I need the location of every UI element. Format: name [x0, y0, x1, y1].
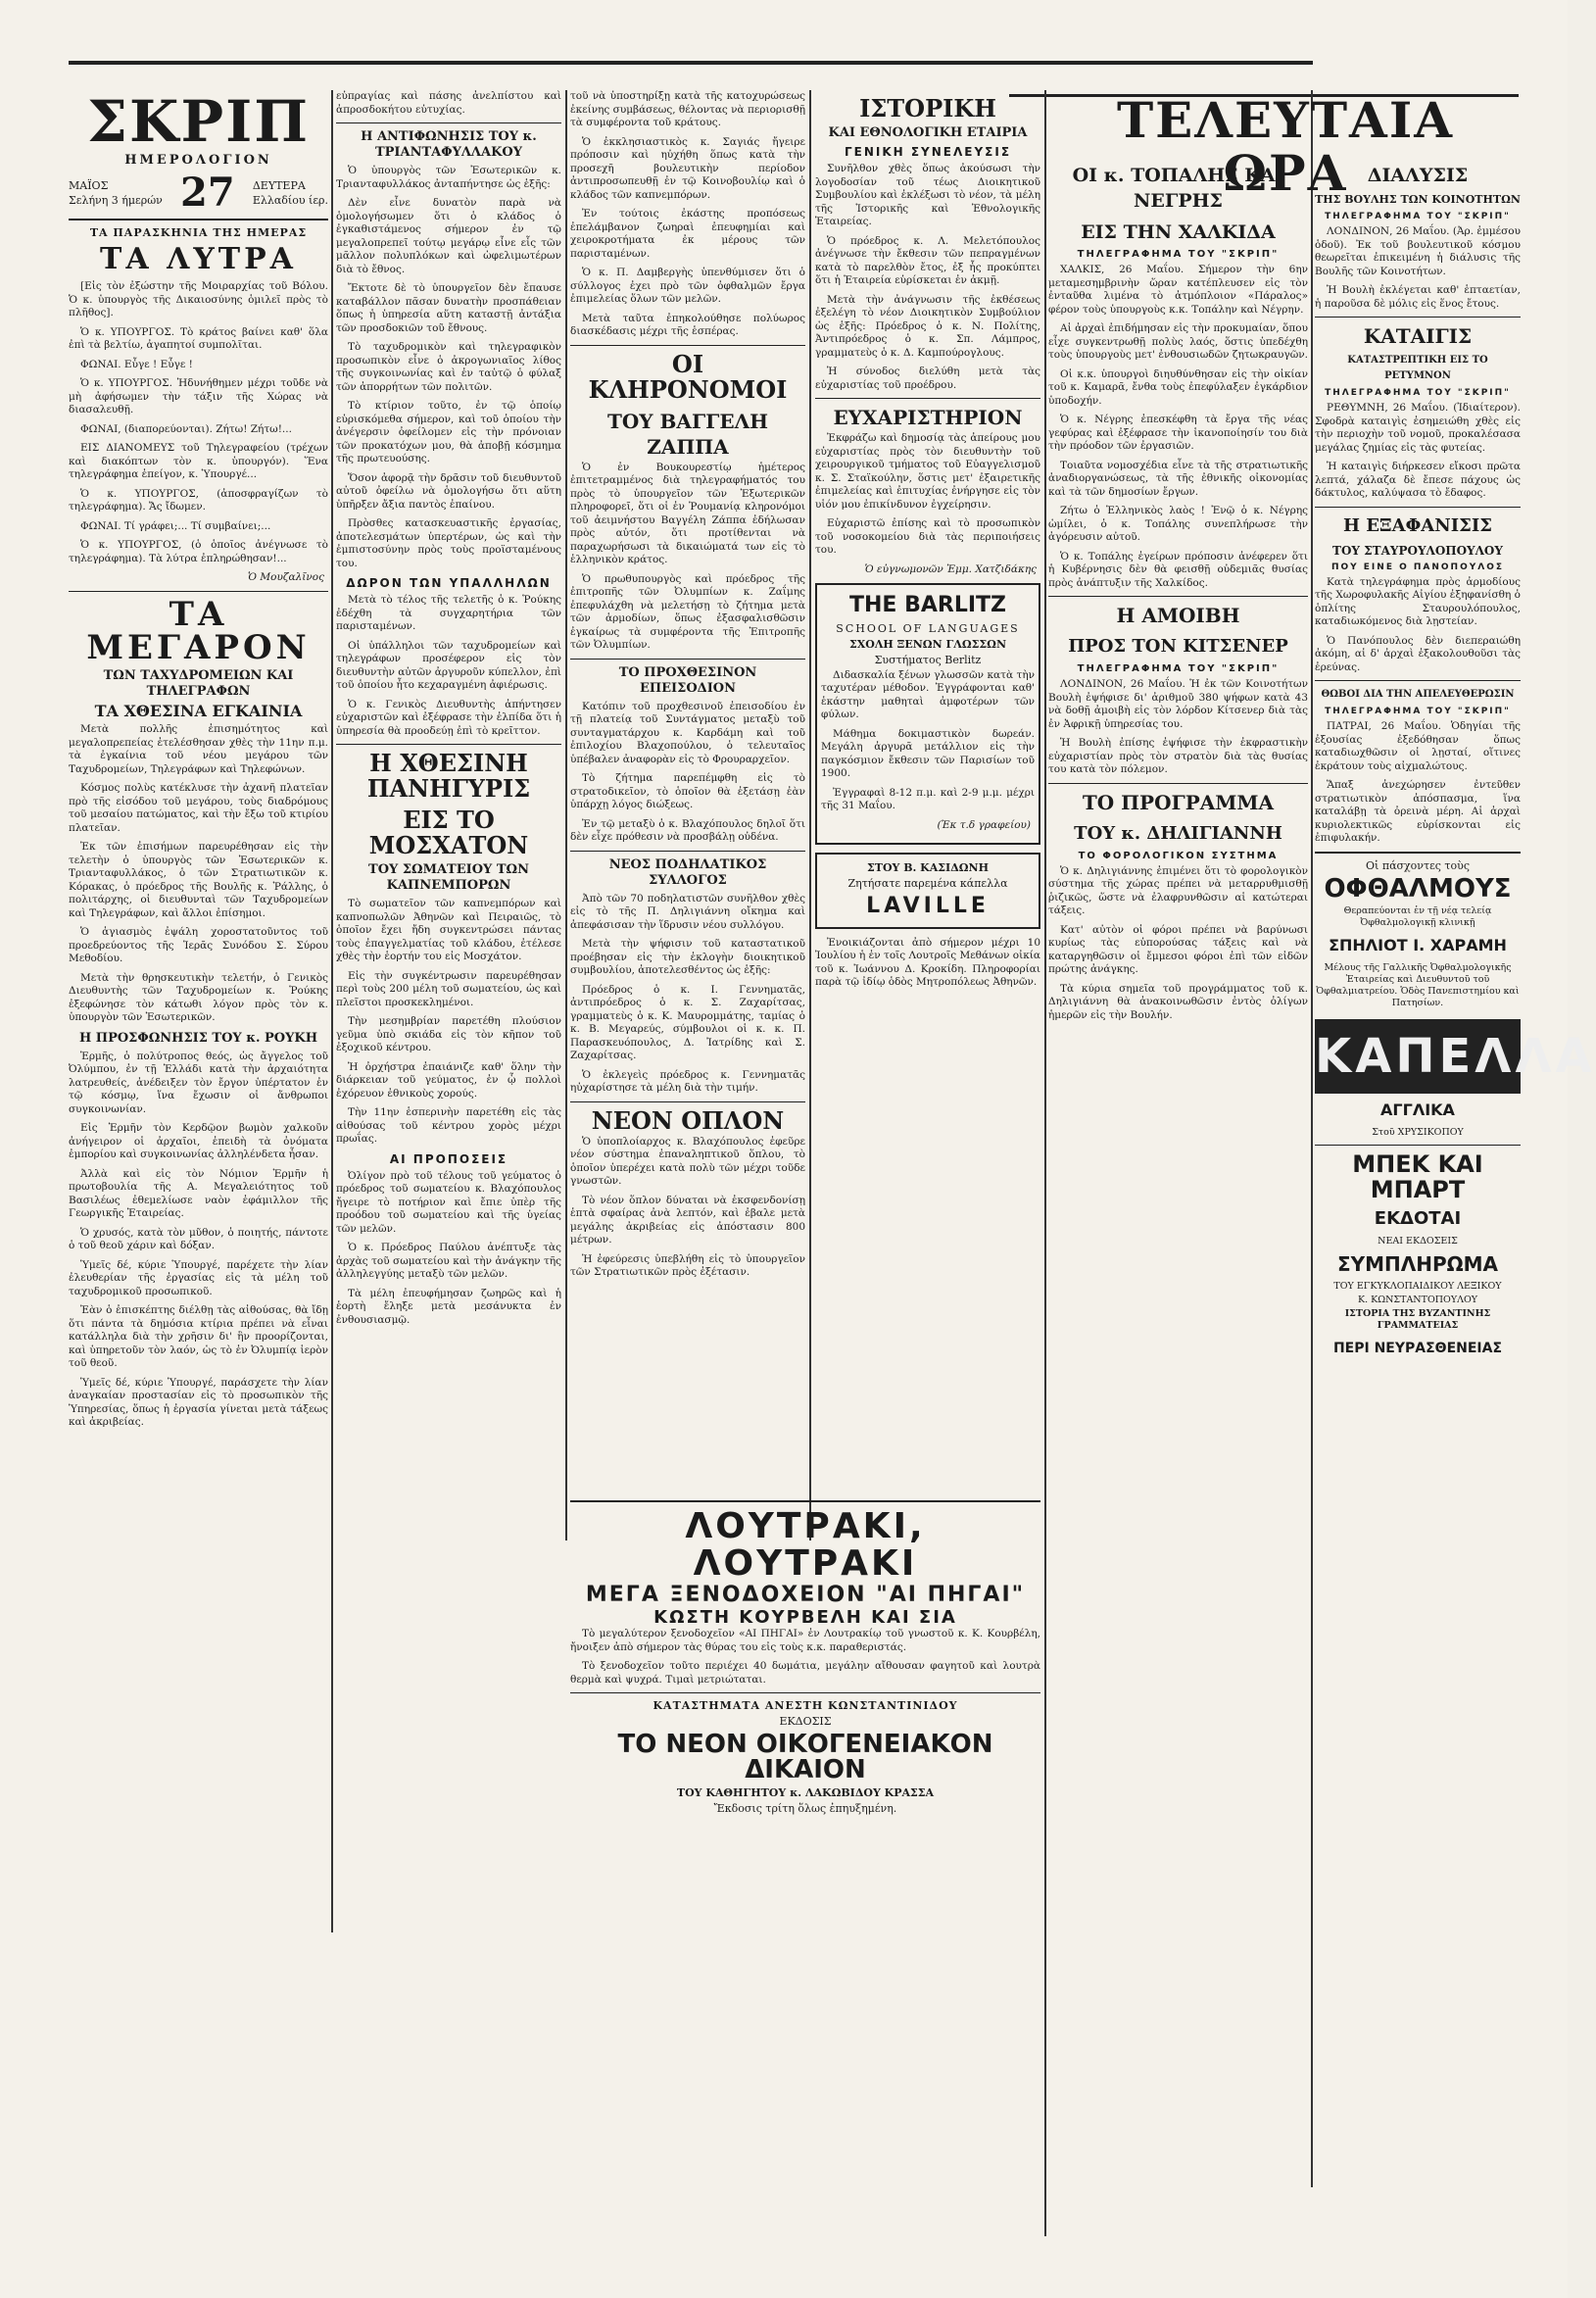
- article-heading: Η ΑΜΟΙΒΗ: [1116, 604, 1240, 627]
- ad-text: Ἐγγραφαὶ 8-12 π.μ. καὶ 2-9 μ.μ. μέχρι τῆς 31 Μαΐου.: [821, 786, 1035, 811]
- ad-subtitle: Ζητήσατε παρεμένα κάπελλα: [847, 876, 1008, 890]
- article-paragraph: Ὁ πρόεδρος κ. Λ. Μελετόπουλος ἀνέγνωσε τὴν ἔκθεσιν τῶν πεπραγμένων κατὰ τὸ παρελθὸν ἔτος, ἐξ ἧς προκύπτει ὅτι ἡ Ἑταιρεία εὑρίσκεται ἐν ἀκμῇ.: [815, 234, 1040, 286]
- article-heading: ΚΑΤΑΣΤΡΕΠΤΙΚΗ ΕΙΣ ΤΟ ΡΕΤΥΜΝΟΝ: [1347, 355, 1488, 381]
- article-heading: ΟΙ ΚΛΗΡΟΝΟΜΟΙ: [588, 349, 788, 404]
- ad-subtitle: SCHOOL OF LANGUAGES: [836, 621, 1020, 635]
- moon-note: Σελήνη 3 ήμερών: [69, 194, 163, 207]
- article-paragraph: Κατόπιν τοῦ προχθεσινοῦ ἐπεισοδίου ἐν τῇ πλατείᾳ τοῦ Συντάγματος μεταξὺ τοῦ συνταγματάρχου κ. Καρδάμη καὶ τοῦ ἐπιλοχίου Βλαχοπούλου, ὁ τελευταῖος ὑπέβαλεν ἀναφορὰν εἰς τὸ Φρουραρχεῖον.: [570, 700, 805, 765]
- article-paragraph: Ὁ πρωθυπουργὸς καὶ πρόεδρος τῆς ἐπιτροπῆς τῶν Ὀλυμπίων κ. Ζαΐμης ἐπεφυλάχθη νὰ μελετήσῃ τὸ ζήτημα μετὰ τῶν ἁρμοδίων, ὅπως ἐξασφαλισθῶσιν ἐγκαίρως τὰ συμφέροντα τῆς Ἐπιτροπῆς τῶν Ὀλυμπίων.: [570, 572, 805, 651]
- article-paragraph: Ὁ κ. ΥΠΟΥΡΓΟΣ. Τὸ κράτος βαίνει καθ' ὅλα ἐπὶ τὰ βελτίω, ἀγαπητοί συμπολῖται.: [69, 325, 328, 351]
- section-kicker: ΤΑ ΠΑΡΑΣΚΗΝΙΑ ΤΗΣ ΗΜΕΡΑΣ: [89, 226, 308, 239]
- ad-text: Τὸ μεγαλύτερον ξενοδοχεῖον «ΑΙ ΠΗΓΑΙ» ἐν Λουτρακίῳ τοῦ γνωστοῦ κ. Κ. Κουρβέλη, ἤνοιξεν ἀπὸ σήμερον τὰς θύρας του εἰς τοὺς κ.κ. παραθεριστάς.: [570, 1628, 1040, 1653]
- ad-shop: Στοῦ ΧΡΥΣΙΚΟΠΟΥ: [1372, 1126, 1464, 1138]
- column-rule: [1311, 90, 1313, 2187]
- article-paragraph: Ἡ σύνοδος διελύθη μετὰ τὰς εὐχαριστίας τοῦ προέδρου.: [815, 366, 1040, 391]
- column-1: [69, 90, 328, 1932]
- column-2: [336, 90, 561, 2109]
- article-paragraph: Ὁ ἁγιασμὸς ἐψάλη χοροστατοῦντος τοῦ προεδρεύοντος τῆς Ἱερᾶς Συνόδου Σ. Σύρου Μεθοδίου.: [69, 926, 328, 964]
- column-rule: [565, 90, 567, 1540]
- dateline: [69, 170, 328, 216]
- article-paragraph: Ὁ κ. Τοπάλης ἐγείρων πρόποσιν ἀνέφερεν ὅτι ἡ Κυβέρνησις δὲν θὰ φεισθῇ οὐδεμιᾶς θυσίας πρὸς ἀνάπτυξιν τῆς Χαλκίδος.: [1048, 550, 1308, 589]
- article-heading: ΤΟ ΠΡΟΧΘΕΣΙΝΟΝ ΕΠΕΙΣΟΔΙΟΝ: [618, 664, 757, 696]
- article-subheading: ΤΟΥ ΣΩΜΑΤΕΙΟΥ ΤΩΝ ΚΑΠΝΕΜΠΟΡΩΝ: [368, 862, 529, 893]
- article-subheading: ΓΕΝΙΚΗ ΣΥΝΕΛΕΥΣΙΣ: [844, 145, 1012, 159]
- ad-heavy: ΣΥΜΠΛΗΡΩΜΑ: [1336, 1251, 1499, 1276]
- article-paragraph: Τὸ κτίριον τοῦτο, ἐν τῷ ὁποίῳ εὑρισκόμεθα σήμερον, καὶ τοῦ ὁποίου τὴν ἀνέγερσιν ὀφείλομεν εἰς τὴν πρόνοιαν τῶν προκατόχων μου, θὰ ἀποβῇ κόσμημα τῆς πρωτευούσης.: [336, 400, 561, 464]
- column-5: [1048, 157, 1308, 2234]
- article-paragraph: Ἑρμῆς, ὁ πολύτροπος θεός, ὡς ἄγγελος τοῦ Ὀλύμπου, ἐν τῇ Ἑλλάδι κατὰ τὴν ἀρχαιότητα λατρευθείς, ἀνέδειξεν τὸν ἔργον ὑπέρτατον ἐν τῷ κόσμῳ, ἵνα ἔχωσιν οἱ ἄνθρωποι συγκοινωνίαν.: [69, 1050, 328, 1115]
- month: ΜΑΪΟΣ: [69, 179, 109, 192]
- article-heading: ΚΑΙ ΕΘΝΟΛΟΓΙΚΗ ΕΤΑΙΡΙΑ: [828, 125, 1028, 140]
- article-subheading: ΤΗΛΕΓΡΑΦΗΜΑ ΤΟΥ "ΣΚΡΙΠ": [1325, 212, 1511, 221]
- ad-title: ΜΠΕΚ ΚΑΙ ΜΠΑΡΤ: [1352, 1149, 1483, 1203]
- article-paragraph: Ὁ κ. ΥΠΟΥΡΓΟΣ. Ἠδυνήθημεν μέχρι τοῦδε νὰ μὴ ἀφήσωμεν τὴν τάξιν τῆς Χώρας νὰ διασαλευθῇ.: [69, 377, 328, 416]
- article-paragraph: Μετὰ τὴν θρησκευτικὴν τελετήν, ὁ Γενικὸς Διευθυντὴς τῶν Ταχυδρομείων κ. Ῥούκης ἐξεφώνησε τὸν κάτωθι λόγον πρὸς τὸν κ. ὑπουργὸν τῶν Ἐσωτερικῶν.: [69, 971, 328, 1023]
- masthead-subtitle: ΗΜΕΡΟΛΟΓΙΟΝ: [124, 153, 272, 168]
- article-paragraph: Πρόεδρος ὁ κ. Ι. Γεννηματᾶς, ἀντιπρόεδρος ὁ κ. Σ. Ζαχαρίτσας, γραμματεὺς ὁ κ. Κ. Μαυρομμάτης, ταμίας ὁ κ. Β. Μεγαρεύς, σύμβουλοι οἱ κ. κ. Π. Παρασκευόπουλος, Δ. Ἰατρίδης καὶ Σ. Ζαχαρίτσας.: [570, 983, 805, 1061]
- article-paragraph: Ὑμεῖς δέ, κύριε Ὑπουργέ, παράσχετε τὴν λίαν ἀναγκαίαν προστασίαν εἰς τὸ προσωπικὸν τῆς Ὑπηρεσίας, ὅπως ἡ ἐργασία γίνεται μετὰ τάξεως καὶ ἀκριβείας.: [69, 1376, 328, 1428]
- article-paragraph: ΧΑΛΚΙΣ, 26 Μαΐου. Σήμερον τὴν 6ην μεταμεσημβρινὴν ὥραν κατέπλευσεν εἰς τὸν ἐνταῦθα λιμένα τὸ ἀτμόπλοιον «Πάραλος» φέρον τοὺς ὑπουργοὺς κ.κ. Τοπάλην καὶ Νέγρην.: [1048, 264, 1308, 316]
- article-heading: ΚΑΤΑΙΓΙΣ: [1363, 324, 1473, 348]
- article-paragraph: ΦΩΝΑΙ. Τί γράφει;... Τί συμβαίνει;...: [80, 519, 271, 532]
- column-3: [570, 90, 805, 1482]
- article-heading: ΤΟΥ κ. ΔΗΛΙΓΙΑΝΝΗ: [1074, 822, 1282, 844]
- article-paragraph: Μετὰ πολλῆς ἐπισημότητος καὶ μεγαλοπρεπείας ἐτελέσθησαν χθὲς τὴν 11ην π.μ. τὰ ἐγκαίνια τοῦ νέου μεγάρου τῶν Ταχυδρομείων, Τηλεγράφων καὶ Τηλεφώνων.: [69, 723, 328, 775]
- ad-book-note: Ἔκδοσις τρίτη ὅλως ἐπηυξημένη.: [713, 1802, 897, 1815]
- article-heading: ΤΗΣ ΒΟΥΛΗΣ ΤΩΝ ΚΟΙΝΟΤΗΤΩΝ: [1315, 193, 1521, 206]
- article-heading: ΔΙΑΛΥΣΙΣ: [1367, 165, 1469, 186]
- ad-hats-banner: ΚΑΠΕΛΛΑ: [1315, 1019, 1521, 1094]
- signature: Ὁ Μουζαλῖνος: [248, 571, 324, 583]
- article-paragraph: Ὁ κ. Πρόεδρος Παύλου ἀνέπτυξε τὰς ἀρχὰς τοῦ σωματείου καὶ τὴν ἀνάγκην τῆς ἀλληλεγγύης μεταξὺ τῶν μελῶν.: [336, 1242, 561, 1280]
- article-paragraph: Ἐν τούτοις ἐκάστης προπόσεως ἐπελάμβανον ζωηραὶ ἐπευφημίαι καὶ χειροκροτήματα ἐκ μέρους τῶν παρισταμένων.: [570, 208, 805, 260]
- article-paragraph: [Εἰς τὸν ἐξώστην τῆς Μοιραρχίας τοῦ Βόλου. Ὁ κ. ὑπουργὸς τῆς Δικαιοσύνης ὁμιλεῖ πρὸς τὸ πλῆθος].: [69, 280, 328, 318]
- ad-footer: (Ἐκ τ.δ γραφείου): [937, 818, 1031, 831]
- article-paragraph: Κόσμος πολὺς κατέκλυσε τὴν ἀχανῆ πλατεῖαν πρὸ τῆς εἰσόδου τοῦ μεγάρου, τοὺς διαδρόμους τοῦ μεσαίου πατώματος, καὶ τὴν ἔξω τοῦ κτιρίου πλατεῖαν.: [69, 782, 328, 834]
- article-paragraph: Ἐκφράζω καὶ δημοσίᾳ τὰς ἀπείρους μου εὐχαριστίας πρὸς τὸν διευθυντὴν τοῦ χειρουργικοῦ τμήματος τοῦ Εὐαγγελισμοῦ κ. Σ. Σταϊκούλην, ὅστις μετ' ἐξαιρετικῆς ἐπιμελείας καὶ ἐπιτυχίας ἐνήργησε εἰς τὸν υἱόν μου ἐπικίνδυνον ἐγχείρησιν.: [815, 432, 1040, 511]
- late-news-banner: ΤΕΛΕΥΤΑΙΑ ΩΡΑ: [1116, 91, 1455, 202]
- signature: Ὁ εὐγνωμονῶν Ἐμμ. Χατζιδάκης: [864, 562, 1037, 575]
- article-heading: Η ΕΞΑΦΑΝΙΣΙΣ: [1342, 514, 1492, 536]
- column-rule: [809, 90, 811, 1540]
- article-paragraph: Ἡ ἐφεύρεσις ὑπεβλήθη εἰς τὸ ὑπουργεῖον τῶν Στρατιωτικῶν πρὸς ἐξέτασιν.: [570, 1252, 805, 1278]
- article-heading: Η ΑΝΤΙΦΩΝΗΣΙΣ ΤΟΥ κ. ΤΡΙΑΝΤΑΦΥΛΛΑΚΟΥ: [361, 129, 537, 160]
- article-subheading: ΤΗΛΕΓΡΑΦΗΜΑ ΤΟΥ "ΣΚΡΙΠ": [1077, 663, 1280, 674]
- column-4: [815, 90, 1040, 1697]
- article-heading: ΕΙΣ ΤΟ ΜΟΣΧΑΤΟΝ: [368, 806, 529, 859]
- article-paragraph: Ὁ ἐκλεγεὶς πρόεδρος κ. Γεννηματᾶς ηὐχαρίστησε τὰ μέλη διὰ τὴν τιμήν.: [570, 1068, 805, 1094]
- ad-title: ΙΣΤΟΡΙΑ ΤΗΣ ΒΥΖΑΝΤΙΝΗΣ ΓΡΑΜΜΑΤΕΙΑΣ: [1344, 1307, 1491, 1331]
- ad-line: Θεραπεύονται ἐν τῇ νέᾳ τελείᾳ Ὀφθαλμολογικῇ κλινικῇ: [1343, 905, 1492, 928]
- article-paragraph: Τὸ σωματεῖον τῶν καπνεμπόρων καὶ καπνοπωλῶν Ἀθηνῶν καὶ Πειραιῶς, τὸ ὁποῖον ἔχει ἤδη συγκεντρώσει πάντας τοὺς ἐπαγγελματίας τοῦ κλάδου, ἐτέλεσε χθὲς τὴν ἑορτήν του εἰς Μοσχάτον.: [336, 898, 561, 962]
- masthead-title: ΣΚΡΙΠ: [87, 88, 310, 155]
- article-heading: ΤΟ ΠΡΟΓΡΑΜΜΑ: [1082, 790, 1275, 814]
- ad-name: ΣΠΗΛΙΟΤ Ι. ΧΑΡΑΜΗ: [1329, 935, 1507, 954]
- article-paragraph: Ὁ ὑπουργὸς τῶν Ἐσωτερικῶν κ. Τριανταφυλλάκος ἀνταπήντησε ὡς ἑξῆς:: [336, 165, 561, 190]
- top-rule: [69, 61, 1313, 65]
- ad-title: ΟΦΘΑΛΜΟΥΣ: [1324, 873, 1512, 904]
- ad-title: THE BARLITZ: [848, 592, 1006, 617]
- article-paragraph: Ὁ κ. Π. Δαμβεργὴς ὑπενθύμισεν ὅτι ὁ σύλλογος ἐχει πρὸ τῶν ὀφθαλμῶν ἔργα ἐπιμελείας ὅλων τῶν μελῶν.: [570, 267, 805, 305]
- article-paragraph: Μετὰ τὴν ἀνάγνωσιν τῆς ἐκθέσεως ἐξελέγη τὸ νέον Διοικητικὸν Συμβούλιον ὡς ἑξῆς: Πρόεδρος ὁ κ. Ν. Πολίτης, Ἀντιπρόεδρος ὁ κ. Σπ. Λάμπρος, γραμματεὺς ὁ κ. Δ. Καμπούρογλους.: [815, 293, 1040, 359]
- article-subheading: ΤΗΛΕΓΡΑΦΗΜΑ ΤΟΥ "ΣΚΡΙΠ": [1077, 249, 1280, 260]
- ad-berlitz: [815, 583, 1040, 845]
- article-subheading: ΤΗΛΕΓΡΑΦΗΜΑ ΤΟΥ "ΣΚΡΙΠ": [1325, 707, 1511, 716]
- article-heading: ΠΡΟΣ ΤΟΝ ΚΙΤΣΕΝΕΡ: [1068, 636, 1288, 657]
- article-subheading: ΤΗΛΕΓΡΑΦΗΜΑ ΤΟΥ "ΣΚΡΙΠ": [1325, 388, 1511, 398]
- article-paragraph: Οἱ ὑπάλληλοι τῶν ταχυδρομείων καὶ τηλεγράφων προσέφερον εἰς τὸν διευθυντὴν αὐτῶν ἀργυροῦν κύπελλον, ἐπὶ τοῦ ὁποίου ἦτο κεχαραγμένη ἀφιέρωσις.: [336, 639, 561, 691]
- article-paragraph: Ὁ ἐκκλησιαστικὸς κ. Σαγιάς ἤγειρε πρόποσιν καὶ ηὐχήθη ὅπως κατὰ τὴν προσεχῆ βουλευτικὴν περίοδον ἀντιπροσωπευθῇ ἐν τῷ Κοινοβουλίῳ καὶ ὁ κλάδος τῶν καπνεμπόρων.: [570, 135, 805, 201]
- article-paragraph: Εὐχαριστῶ ἐπίσης καὶ τὸ προσωπικὸν τοῦ νοσοκομείου διὰ τὰς περιποιήσεις του.: [815, 517, 1040, 556]
- article-paragraph: Συνῆλθον χθὲς ὅπως ἀκούσωσι τὴν λογοδοσίαν τοῦ τέως Διοικητικοῦ Συμβουλίου καὶ ἐκλέξωσι τὸ νέον, τὰ μέλη τῆς Ἱστορικῆς καὶ Ἐθνολογικῆς Ἑταιρείας.: [815, 163, 1040, 227]
- article-heading: ΙΣΤΟΡΙΚΗ: [859, 94, 996, 122]
- article-paragraph: Ἀλλὰ καὶ εἰς τὸν Νόμιον Ἑρμῆν ἡ πρωτοβουλία τῆς Α. Μεγαλειότητος τοῦ Βασιλέως ἐθεμελίωσε ναὸν ἐφάμιλλον τῆς Γεωργικῆς Ἑταιρείας.: [69, 1167, 328, 1219]
- article-paragraph: Εἰς Ἑρμῆν τὸν Κερδῷον βωμὸν χαλκοῦν ἀνήγειρον οἱ ἀρχαῖοι, ἐπειδὴ τὰ ὀνόματα ἐμπορίου καὶ συγκοινωνίας ἀλληλένδετα ἦσαν.: [69, 1122, 328, 1160]
- article-heading: ΕΙΣ ΤΗΝ ΧΑΛΚΙΔΑ: [1081, 221, 1276, 243]
- article-paragraph: τοῦ νὰ ὑποστηρίξῃ κατὰ τῆς κατοχυρώσεως ἐκείνης συμβάσεως, θέλοντας νὰ περιορισθῇ τὰ συμφέροντα τοῦ κράτους.: [570, 90, 805, 128]
- article-paragraph: Ἐν τῷ μεταξὺ ὁ κ. Βλαχόπουλος δηλοῖ ὅτι δὲν εἶχε πρόθεσιν νὰ προσβάλῃ οὐδένα.: [570, 817, 805, 843]
- article-paragraph: Μετὰ τὴν ψήφισιν τοῦ καταστατικοῦ προέβησαν εἰς τὴν ἐκλογὴν διοικητικοῦ συμβουλίου, ἀποτελεσθέντος ὡς ἑξῆς:: [570, 938, 805, 976]
- article-paragraph: εὐπραγίας καὶ πάσης ἀνελπίστου καὶ ἀπροσδοκήτου εὐτυχίας.: [336, 90, 561, 116]
- ad-text: Μάθημα δοκιμαστικὸν δωρεάν. Μεγάλη ἀργυρᾶ μετάλλιον εἰς τὴν παγκόσμιον ἔκθεσιν τῶν Παρισίων τοῦ 1900.: [821, 727, 1035, 779]
- article-paragraph: Κατ' αὐτὸν οἱ φόροι πρέπει νὰ βαρύνωσι κυρίως τὰς εὐπορούσας τάξεις καὶ νὰ καταργηθῶσιν οἱ ἔμμεσοι φόροι ἐπὶ τῶν εἰδῶν πρώτης ἀνάγκης.: [1048, 923, 1308, 975]
- article-paragraph: Ὁ χρυσός, κατὰ τὸν μῦθον, ὁ ποιητής, πάντοτε ὁ τοῦ θεοῦ χάριν καὶ δόξαν.: [69, 1226, 328, 1251]
- article-paragraph: Ζήτω ὁ Ἑλληνικὸς λαὸς ! Ἐνῷ ὁ κ. Νέγρης ὡμίλει, ὁ κ. Τοπάλης συνεπλήρωσε τὴν ἀγόρευσιν αὐτοῦ.: [1048, 505, 1308, 543]
- ad-subtitle: ΑΓΓΛΙΚΑ: [1380, 1100, 1455, 1119]
- article-paragraph: Ἔκτοτε δὲ τὸ ὑπουργεῖον δὲν ἔπαυσε καταβάλλον πᾶσαν δυνατὴν προσπάθειαν ὅπως ἡ ὑπηρεσία αὕτη καταστῇ ἀντάξια τῶν προσδοκιῶν τοῦ ἔθνους.: [336, 282, 561, 334]
- article-paragraph: Ὀλίγον πρὸ τοῦ τέλους τοῦ γεύματος ὁ πρόεδρος τοῦ σωματείου κ. Βλαχόπουλος ἤγειρε τὸ ποτήριον καὶ ἔπιε ὑπὲρ τῆς προόδου τοῦ σωματείου καὶ τῆς ὑγείας τῶν μελῶν.: [336, 1169, 561, 1235]
- article-paragraph: Ὁ κ. ΥΠΟΥΡΓΟΣ, (ὁ ὁποῖος ἀνέγνωσε τὸ τηλεγράφημα). Τὰ λύτρα ἐπληρώθησαν!...: [69, 539, 328, 564]
- article-paragraph: Κατὰ τηλεγράφημα πρὸς ἀρμοδίους τῆς Χωροφυλακῆς Αἰγίου ἐξηφανίσθη ὁ ὁπλίτης Σταυρουλόπουλος, καταδιωκόμενος διὰ λῃστείαν.: [1315, 575, 1521, 627]
- article-paragraph: Τὸ ζήτημα παρεπέμφθη εἰς τὸ στρατοδικεῖον, τὸ ὁποῖον θὰ ἐξετάσῃ ἐὰν ὑπάρχῃ λόγος διώξεως.: [570, 772, 805, 810]
- ad-subtitle: ΜΕΓΑ ΞΕΝΟΔΟΧΕΙΟΝ "ΑΙ ΠΗΓΑΙ": [585, 1583, 1026, 1607]
- article-paragraph: Μετὰ τὸ τέλος τῆς τελετῆς ὁ κ. Ῥούκης ἐδέχθη τὰ συγχαρητήρια τῶν παρισταμένων.: [336, 594, 561, 632]
- article-heading: ΝΕΟΣ ΠΟΔΗΛΑΤΙΚΟΣ ΣΥΛΛΟΓΟΣ: [608, 856, 767, 888]
- article-subheading: ΑΙ ΠΡΟΠΟΣΕΙΣ: [389, 1151, 508, 1166]
- ad-owner: ΚΩΣΤΗ ΚΟΥΡΒΕΛΗ ΚΑΙ ΣΙΑ: [653, 1607, 957, 1628]
- ad-title: ΛΟΥΤΡΑΚΙ, ΛΟΥΤΡΑΚΙ: [685, 1506, 926, 1584]
- ad-line: Οἱ πάσχοντες τοὺς: [1366, 858, 1470, 872]
- weekday: ΔΕΥΤΕΡΑ: [252, 179, 306, 192]
- ad-book-title: ΤΟ ΝΕΟΝ ΟΙΚΟΓΕΝΕΙΑΚΟΝ ΔΙΚΑΙΟΝ: [617, 1730, 993, 1785]
- article-heading: ΔΩΡΟΝ ΤΩΝ ΥΠΑΛΛΗΛΩΝ: [346, 576, 552, 590]
- article-paragraph: Ὁ κ. ΥΠΟΥΡΓΟΣ, (ἀποσφραγίζων τὸ τηλεγράφημα). Ἄς ἴδωμεν.: [69, 487, 328, 513]
- article-paragraph: Τοιαῦτα νομοσχέδια εἶνε τὰ τῆς στρατιωτικῆς ἀναδιοργανώσεως, τὰ τῆς ἐθνικῆς οἰκονομίας καὶ τὰ τῶν δημοσίων ἔργων.: [1048, 459, 1308, 498]
- ad-subtitle: ΣΧΟΛΗ ΞΕΝΩΝ ΓΛΩΣΣΩΝ: [848, 637, 1007, 651]
- article-paragraph: ΛΟΝΔΙΝΟΝ, 26 Μαΐου. (Ἀρ. ἐμμέσου ὁδοῦ). Ἐκ τοῦ βουλευτικοῦ κόσμου θεωρεῖται ἐπικειμένη ἡ διάλυσις τῆς Βουλῆς τῶν Κοινοτήτων.: [1315, 225, 1521, 277]
- ad-text: ΤΟΥ ΕΓΚΥΚΛΟΠΑΙΔΙΚΟΥ ΛΕΞΙΚΟΥ: [1333, 1280, 1502, 1292]
- article-paragraph: Ἡ ὀρχήστρα ἐπαιάνιζε καθ' ὅλην τὴν διάρκειαν τοῦ γεύματος, ἐν ᾧ πολλοὶ ἐχόρευον ἐθνικοὺς χορούς.: [336, 1060, 561, 1100]
- ad-kasidonis: [815, 853, 1040, 929]
- article-paragraph: Δὲν εἶνε δυνατὸν παρὰ νὰ ὁμολογήσωμεν ὅτι ὁ κλάδος ὁ ἐγκαθιστάμενος σήμερον ἐν τῷ μεγαλοπρεπεῖ τούτῳ μεγάρῳ εἶνε εἷς τῶν μᾶλλον πολυπλόκων καὶ ὠφελιμωτέρων διὰ τὸ ἔθνος.: [336, 197, 561, 275]
- article-paragraph: Τὰ κύρια σημεῖα τοῦ προγράμματος τοῦ κ. Δηλιγιάννη θὰ ἀνακοινωθῶσιν ἐντὸς ὀλίγων ἡμερῶν εἰς τὴν Βουλήν.: [1048, 982, 1308, 1021]
- day-number: 27: [180, 170, 235, 216]
- column-6: [1315, 157, 1596, 2176]
- article-subheading: ΤΩΝ ΤΑΧΥΔΡΟΜΕΙΩΝ ΚΑΙ ΤΗΛΕΓΡΑΦΩΝ: [103, 668, 294, 699]
- ad-store-sub: ΕΚΔΟΣΙΣ: [779, 1715, 832, 1728]
- article-paragraph: Ἡ Βουλὴ ἐκλέγεται καθ' ἑπταετίαν, ἡ παροῦσα δὲ μόλις εἰς ἕνος ἔτους.: [1315, 284, 1521, 310]
- article-subheading: ΤΟ ΦΟΡΟΛΟΓΙΚΟΝ ΣΥΣΤΗΜΑ: [1078, 850, 1279, 861]
- article-heading: ΕΥΧΑΡΙΣΤΗΡΙΟΝ: [833, 406, 1023, 429]
- article-paragraph: Τὸ ταχυδρομικὸν καὶ τηλεγραφικὸν προσωπικὸν εἶνε ὁ ἀκρογωνιαῖος λίθος τῆς συγκοινωνίας καὶ ἐν ταὐτῷ ὁ φύλαξ τῶν ἀπορρήτων τῶν πολιτῶν.: [336, 341, 561, 393]
- article-paragraph: Ἀπὸ τῶν 70 ποδηλατιστῶν συνῆλθον χθὲς εἰς τὸ τῆς Π. Δηλιγιάννη οἴκημα καὶ ἀπεφάσισαν τὴν ἵδρυσιν νέου συλλόγου.: [570, 892, 805, 931]
- article-subheading: Η ΠΡΟΣΦΩΝΗΣΙΣ ΤΟΥ κ. ΡΟΥΚΗ: [79, 1030, 317, 1046]
- article-paragraph: Ὁ ἐν Βουκουρεστίῳ ἡμέτερος ἐπιτετραμμένος διὰ τηλεγραφήματός του πρὸς τὸ ὑπουργεῖον τῶν Ἐξωτερικῶν πληροφορεῖ, ὅτι οἱ ἐν Ῥουμανίᾳ κληρονόμοι τοῦ ἀειμνήστου Βαγγέλη Ζάππα ἐδήλωσαν πρὸς αὐτόν, ὅτι προτίθενται νὰ παραχωρήσωσι τὰ δικαιώματά των εἰς τὸ ἑλληνικὸν κράτος.: [570, 461, 805, 565]
- article-paragraph: Τὴν 11ην ἑσπερινὴν παρετέθη εἰς τὰς αἰθούσας τοῦ κέντρου χορὸς μέχρι πρωΐας.: [336, 1106, 561, 1145]
- article-paragraph: Ὁ κ. Γενικὸς Διευθυντὴς ἀπήντησεν εὐχαριστῶν καὶ ἐξέφρασε τὴν ἐλπίδα ὅτι ἡ ὑπηρεσία θὰ προοδεύῃ ἐπὶ τὸ κρεῖττον.: [336, 698, 561, 737]
- article-subheading: ΠΟΥ ΕΙΝΕ Ο ΠΑΝΟΠΟΥΛΟΣ: [1330, 562, 1505, 572]
- article-paragraph: Οἱ κ.κ. ὑπουργοὶ διηυθύνθησαν εἰς τὴν οἰκίαν τοῦ κ. Καμαρᾶ, ἔνθα τοὺς ἐπεφύλαξεν ἐγκάρδιον ὑποδοχήν.: [1048, 367, 1308, 407]
- article-paragraph: ΦΩΝΑΙ. Εὖγε ! Εὖγε !: [80, 358, 193, 370]
- article-paragraph: Ἅπαξ ἀνεχώρησεν ἐντεῦθεν στρατιωτικὸν ἀπόσπασμα, ἵνα καταλάβῃ τὰ ὀρεινὰ μέρη. Αἱ ἀρχαὶ κυριολεκτικῶς εὑρίσκονται εἰς ἐπιφυλακήν.: [1315, 779, 1521, 844]
- article-paragraph: Ὅσον ἀφορᾷ τὴν δρᾶσιν τοῦ διευθυντοῦ αὐτοῦ ὀφείλω νὰ ὁμολογήσω ὅτι αὕτη ὑπῆρξεν ἄξια παντὸς ἐπαίνου.: [336, 471, 561, 511]
- article-paragraph: Ἐνοικιάζονται ἀπὸ σήμερον μέχρι 10 Ἰουλίου ἡ ἐν τοῖς Λουτροῖς Μεθάνων οἰκία τοῦ κ. Ἰωάννου Δ. Κροκίδη. Πληροφορίαι παρὰ τῷ ἰδίῳ ὁδὸς Μητροπόλεως Ἀθηνῶν.: [815, 936, 1040, 988]
- article-paragraph: Ὁ κ. Νέγρης ἐπεσκέφθη τὰ ἔργα τῆς νέας γεφύρας καὶ ἐξέφρασε τὴν ἱκανοποίησίν του διὰ τὴν πρόοδον τῶν ἐργασιῶν.: [1048, 414, 1308, 452]
- article-heading: ΤΟΥ ΒΑΓΓΕΛΗ ΖΑΠΠΑ: [606, 409, 769, 459]
- article-paragraph: Πρὸσθες κατασκευαστικῆς ἐργασίας, ἀποτελεσμάτων ὑπερτέρων, ὡς καὶ τὴν ἐμπιστοσύνην πρὸς τοὺς προϊσταμένους του.: [336, 517, 561, 569]
- ad-brand: LAVILLE: [866, 893, 990, 918]
- ad-subtitle: ΕΚΔΟΤΑΙ: [1374, 1207, 1462, 1229]
- article-paragraph: Ἐὰν ὁ ἐπισκέπτης διέλθῃ τὰς αἰθούσας, θὰ ἴδῃ ὅτι πάντα τὰ δημόσια κτίρια πρέπει νὰ εἶναι κατάλληλα διὰ τὴν χρῆσιν δι' ἣν προορίζονται, καὶ ὑπηρετοῦν τὸν λαόν, ὡς τὸ ἐν Ὀλυμπίᾳ ἱερὸν τοῦ θεοῦ.: [69, 1304, 328, 1369]
- article-paragraph: Ἡ Βουλὴ ἐπίσης ἐψήφισε τὴν ἐκφραστικὴν εὐχαριστίαν πρὸς τὸν στρατὸν διὰ τὰς θυσίας του κατὰ τὸν πόλεμον.: [1048, 737, 1308, 775]
- ad-loutraki: [570, 1494, 1040, 1818]
- column-rule: [1044, 90, 1046, 2236]
- article-heading: Η ΧΘΕΣΙΝΗ ΠΑΝΗΓΥΡΙΣ: [366, 749, 531, 803]
- article-heading: ΟΙ κ. ΤΟΠΑΛΗΣ ΚΑΙ ΝΕΓΡΗΣ: [1072, 165, 1284, 212]
- article-paragraph: Τὴν μεσημβρίαν παρετέθη πλούσιον γεῦμα ὑπὸ σκιάδα εἰς τὸν κῆπον τοῦ ἐξοχικοῦ κέντρου.: [336, 1015, 561, 1053]
- ad-text: Διδασκαλία ξένων γλωσσῶν κατὰ τὴν ταχυτέραν μέθοδον. Ἐγγράφονται καθ' ἑκάστην μαθηταὶ ἀμφοτέρων τῶν φύλων.: [821, 668, 1035, 720]
- article-paragraph: Ὁ Πανόπουλος δὲν διεπεραιώθη ἀκόμη, αἱ δ' ἀρχαὶ ἐξακολουθοῦσι τὰς ἐρεύνας.: [1315, 634, 1521, 673]
- article-paragraph: ΡΕΘΥΜΝΗ, 26 Μαΐου. (Ἰδιαίτερον). Σφοδρὰ καταιγὶς ἐσημειώθη χθὲς εἰς τὴν περιοχὴν τοῦ νομοῦ, προκαλέσασα μεγάλας ζημίας εἰς τὰς φυτείας.: [1315, 402, 1521, 454]
- article-paragraph: ΕΙΣ ΔΙΑΝΟΜΕΥΣ τοῦ Τηλεγραφείου (τρέχων καὶ διακόπτων τὸν κ. ὑπουργόν). Ἕνα τηλεγράφημα ἐπείγον, κ. Ὑπουργέ...: [69, 442, 328, 480]
- article-heading: ΤΟΥ ΣΤΑΥΡΟΥΛΟΠΟΥΛΟΥ: [1332, 543, 1503, 558]
- article-paragraph: ΦΩΝΑΙ, (διαπορεύονται). Ζήτω! Ζήτω!...: [80, 422, 292, 435]
- column-rule: [331, 90, 333, 1932]
- article-paragraph: ΠΑΤΡΑΙ, 26 Μαΐου. Ὁδηγίαι τῆς ἐξουσίας ἐξεδόθησαν ὅπως καταδιωχθῶσιν οἱ λῃσταί, οἵτινες ἐκράτουν τοὺς αἰχμαλώτους.: [1315, 720, 1521, 772]
- article-paragraph: Μετὰ ταῦτα ἐπηκολούθησε πολύωρος διασκέδασις μέχρι τῆς ἑσπέρας.: [570, 312, 805, 337]
- ad-text: Τὸ ξενοδοχεῖον τοῦτο περιέχει 40 δωμάτια, μεγάλην αἴθουσαν φαγητοῦ καὶ λουτρὰ θερμὰ καὶ ψυχρά. Τιμαὶ μετριώταται.: [570, 1660, 1040, 1686]
- ad-title: ΣΤΟΥ Β. ΚΑΣΙΔΩΝΗ: [867, 860, 989, 874]
- article-paragraph: ΛΟΝΔΙΝΟΝ, 26 Μαΐου. Ἡ ἐκ τῶν Κοινοτήτων Βουλὴ ἐψήφισε δι' ἀριθμοῦ 380 ψήφων κατὰ 43 νὰ δοθῇ ἀμοιβὴ εἰς τὸν λόρδον Κίτσενερ διὰ τὰς ἐν Ἀφρικῇ ὑπηρεσίας του.: [1048, 678, 1308, 730]
- article-paragraph: Ὁ κ. Δηλιγιάννης ἐπιμένει ὅτι τὸ φορολογικὸν σύστημα τῆς χώρας πρέπει νὰ μεταρρυθμισθῇ ῥιζικῶς, ὥστε νὰ ἐλαφρυνθῶσιν αἱ κατώτεραι τάξεις.: [1048, 864, 1308, 916]
- ad-line: ΝΕΑΙ ΕΚΔΟΣΕΙΣ: [1378, 1235, 1458, 1247]
- ad-book-sub: ΤΟΥ ΚΑΘΗΓΗΤΟΥ κ. ΛΑΚΩΒΙΔΟΥ ΚΡΑΣΣΑ: [676, 1786, 935, 1799]
- article-heading: ΤΑ ΜΕΓΑΡΟΝ: [86, 595, 311, 667]
- ad-heavy: ΠΕΡΙ ΝΕΥΡΑΣΘΕΝΕΙΑΣ: [1332, 1340, 1503, 1356]
- article-paragraph: Τὰ μέλη ἐπευφήμησαν ζωηρῶς καὶ ἡ ἑορτὴ ἔληξε μετὰ μεσάνυκτα ἐν ἐνθουσιασμῷ.: [336, 1287, 561, 1326]
- article-paragraph: Τὸ νέον ὅπλον δύναται νὰ ἐκσφενδονίσῃ ἑπτὰ σφαίρας ἀνὰ λεπτόν, καὶ ἐβαλε μετὰ μεγάλης ἀκριβείας εἰς ἀπόστασιν 800 μέτρων.: [570, 1194, 805, 1246]
- ad-store: ΚΑΤΑΣΤΗΜΑΤΑ ΑΝΕΣΤΗ ΚΩΝΣΤΑΝΤΙΝΙΔΟΥ: [653, 1699, 958, 1712]
- article-paragraph: Αἱ ἀρχαὶ ἐπιδήμησαν εἰς τὴν προκυμαίαν, ὅπου εἶχε συγκεντρωθῇ πολὺς λαός, ὅστις ὑπεδέχθη τοὺς ὑπουργοὺς μετ' ἐνθουσιωδῶν ζητωκραυγῶν.: [1048, 322, 1309, 361]
- saint-note: Ελλαδίου ίερ.: [252, 194, 328, 207]
- article-subheading: ΤΑ ΧΘΕΣΙΝΑ ΕΓΚΑΙΝΙΑ: [94, 702, 303, 720]
- ad-line: Κ. ΚΩΝΣΤΑΝΤΟΠΟΥΛΟΥ: [1357, 1294, 1478, 1305]
- article-paragraph: Ἐκ τῶν ἐπισήμων παρευρέθησαν εἰς τὴν τελετὴν ὁ ὑπουργὸς τῶν Ἐσωτερικῶν κ. Τριανταφυλλάκος, ὁ τῶν Στρατιωτικῶν κ. Κόρακας, ὁ πρόεδρος τῆς Βουλῆς κ. Ῥάλλης, ὁ πολιτάρχης, οἱ διευθυνταὶ τῶν Ταχυδρομείων καὶ Τηλεγράφων, καὶ ἄλλοι ἐπίσημοι.: [69, 841, 328, 919]
- ad-subtitle: Συστήματος Berlitz: [874, 653, 982, 666]
- article-paragraph: Εἰς τὴν συγκέντρωσιν παρευρέθησαν περὶ τοὺς 200 μέλη τοῦ σωματείου, ὡς καὶ πλεῖστοι προσκεκλημένοι.: [336, 969, 561, 1008]
- ad-text: Μέλους τῆς Γαλλικῆς Ὀφθαλμολογικῆς Ἑταιρείας καὶ Διευθυντοῦ τοῦ Ὀφθαλμιατρείου. Ὁδὸς Πανεπιστημίου καὶ Πατησίων.: [1316, 961, 1520, 1008]
- article-heading: ΝΕΟΝ ΟΠΛΟΝ: [591, 1105, 785, 1135]
- article-paragraph: Ἡ καταιγὶς διήρκεσεν εἴκοσι πρῶτα λεπτά, χάλαζα δὲ ἔπεσε πάχους ὡς δάκτυλος, καλύψασα τὸ ἔδαφος.: [1315, 461, 1521, 499]
- article-paragraph: Ὑμεῖς δέ, κύριε Ὑπουργέ, παρέχετε τὴν λίαν ἐλευθερίαν τῆς ἐργασίας εἰς τὰ μέλη τοῦ ταχυδρομικοῦ προσωπικοῦ.: [69, 1258, 328, 1297]
- article-paragraph: Ὁ ὑποπλοίαρχος κ. Βλαχόπουλος ἐφεῦρε νέον σύστημα ἐπαναληπτικοῦ ὅπλου, τὸ ὁποῖον ὑπερέχει κατὰ πολὺ τῶν μέχρι τοῦδε γνωστῶν.: [570, 1135, 805, 1187]
- article-heading: ΤΑ ΛΥΤΡΑ: [100, 242, 297, 276]
- article-heading: ΘΩΒΟΙ ΔΙΑ ΤΗΝ ΑΠΕΛΕΥΘΕΡΩΣΙΝ: [1321, 689, 1515, 700]
